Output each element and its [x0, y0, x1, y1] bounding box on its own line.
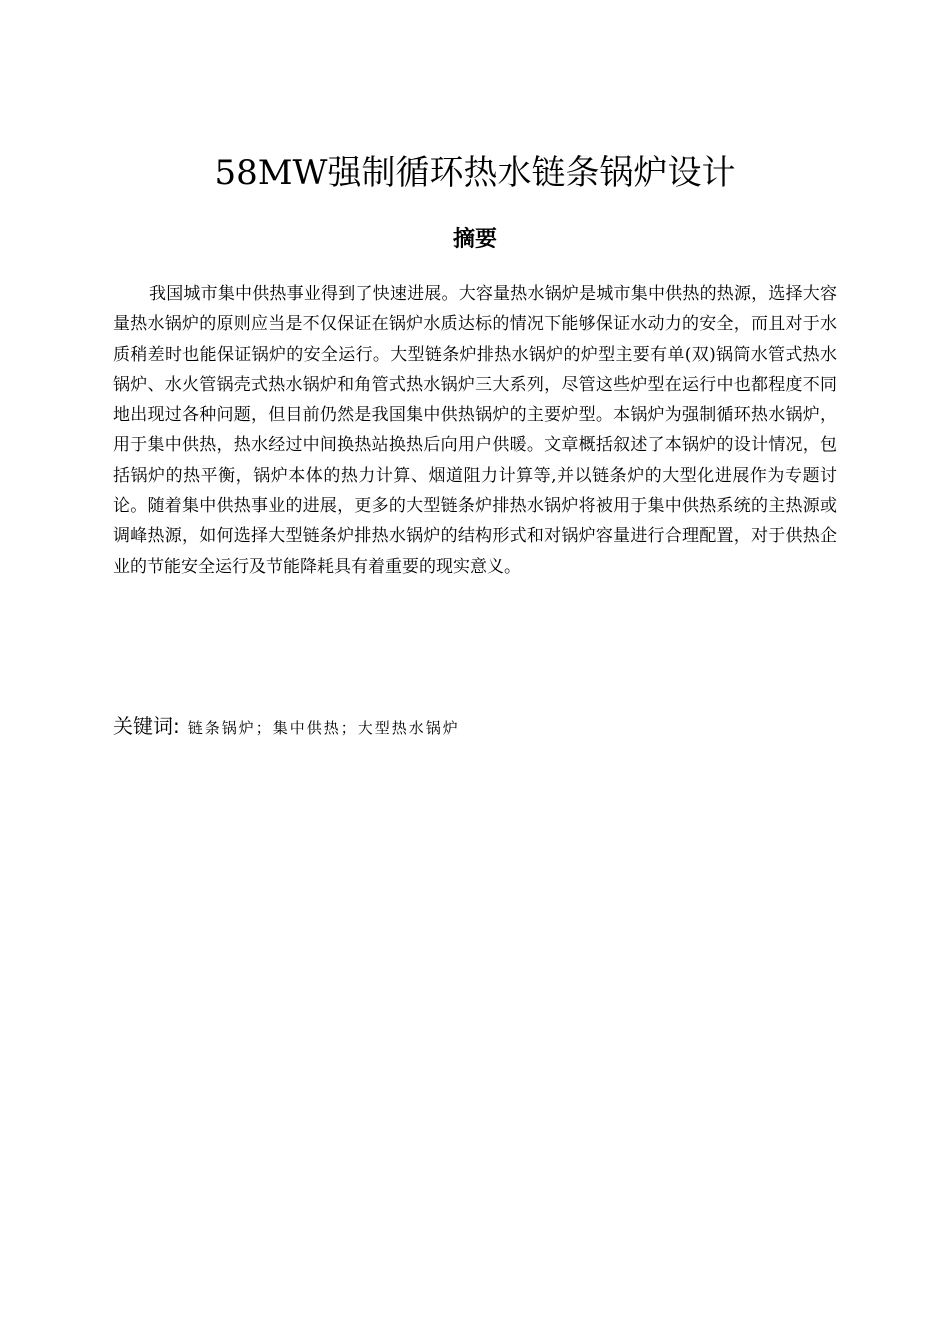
keywords-value: 链条锅炉；集中供热；大型热水锅炉: [187, 719, 460, 737]
keywords-line: [113, 710, 837, 744]
abstract-paragraph: 我国城市集中供热事业得到了快速进展。大容量热水锅炉是城市集中供热的热源，选择大容量热水锅炉的原则应当是不仅保证在锅炉水质达标的情况下能够保证水动力的安全，而且对于水质稍差时也能保证锅炉的安全运行。大型链条炉排热水锅炉的炉型主要有单(双)锅筒水管式热水锅炉、水火管锅壳式热水锅炉和角管式热水锅炉三大系列，尽管这些炉型在运行中也都程度不同地出现过各种问题，但目前仍然是我国集中供热锅炉的主要炉型。本锅炉为强制循环热水锅炉，用于集中供热，热水经过中间换热站换热后向用户供暖。文章概括叙述了本锅炉的设计情况，包括锅炉的热平衡，锅炉本体的热力计算、烟道阻力计算等,并以链条炉的大型化进展作为专题讨论。随着集中供热事业的进展，更多的大型链条炉排热水锅炉将被用于集中供热系统的主热源或调峰热源，如何选择大型链条炉排热水锅炉的结构形式和对锅炉容量进行合理配置，对于供热企业的节能安全运行及节能降耗具有着重要的现实意义。: [113, 284, 837, 577]
abstract-heading: 摘要: [452, 227, 497, 252]
keywords-label: 关键词:: [113, 714, 180, 738]
document-title: 58MW强制循环热水链条锅炉设计: [214, 153, 736, 193]
